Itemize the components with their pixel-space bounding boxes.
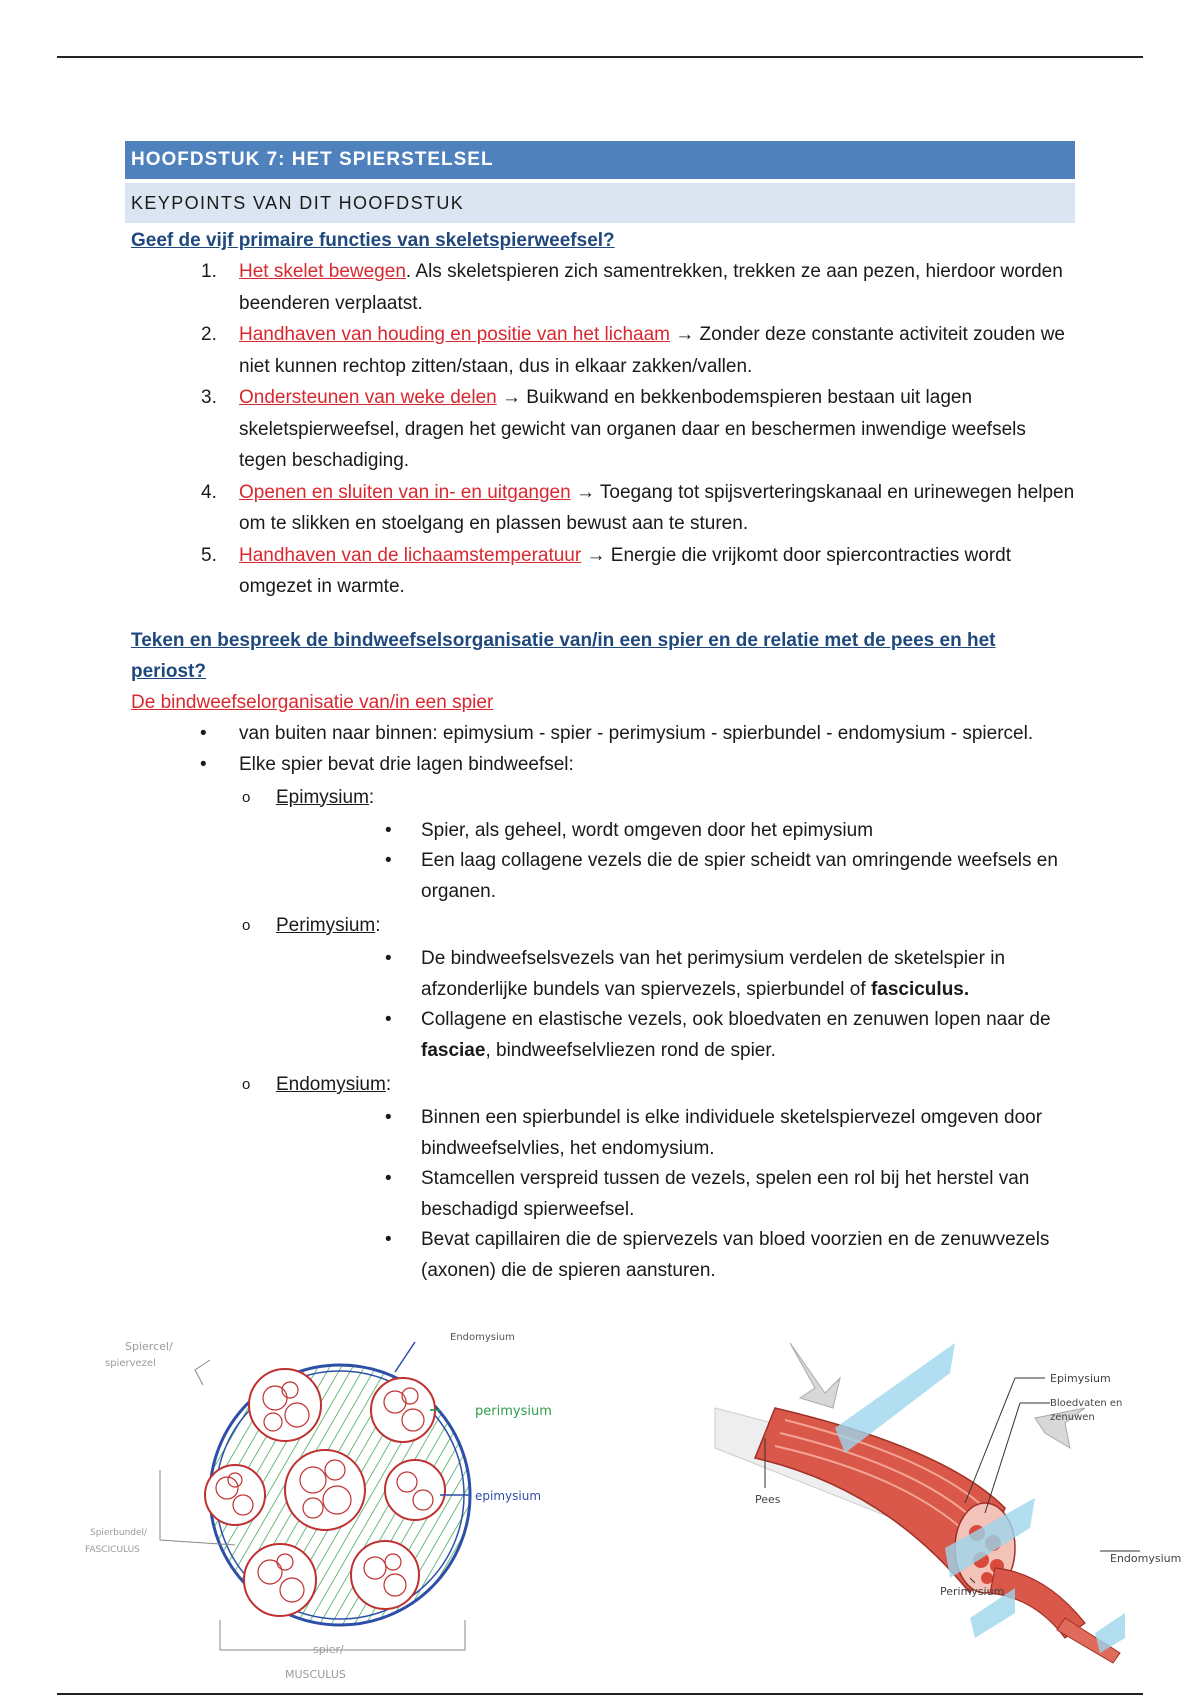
document-body xyxy=(125,141,1075,1289)
list-text: , bindweefselvliezen rond de spier. xyxy=(485,1039,776,1061)
bold-term: fasciculus. xyxy=(870,978,970,1000)
label-spiervezel: spiervezel xyxy=(105,1358,156,1369)
question-1: Geef de vijf primaire functies van skeletspierweefsel? xyxy=(131,230,615,251)
function-item-3 xyxy=(125,382,1075,477)
function-text: → Zonder deze constante activiteit zouden we niet kunnen rechtop zitten/staan, dus in elkaar zakken/vallen. xyxy=(239,324,1065,377)
function-text: → Energie die vrijkomt door spiercontracties wordt omgezet in warmte. xyxy=(239,544,1012,597)
label-spiercel: Spiercel/ xyxy=(125,1340,173,1353)
bullet-item xyxy=(125,718,1075,749)
item-number: 3. xyxy=(201,387,217,408)
layer-term: Perimysium xyxy=(276,915,376,936)
label-endomysium-sketch: Endomysium xyxy=(450,1332,515,1343)
bullet-icon: • xyxy=(385,1168,392,1189)
bullet-icon: • xyxy=(385,948,392,969)
top-rule xyxy=(57,56,1143,58)
label-zenuwen: zenuwen xyxy=(1050,1412,1095,1423)
bullet-icon: • xyxy=(385,1107,392,1128)
bullet-icon: • xyxy=(200,753,207,775)
list-item xyxy=(125,1103,1075,1164)
epimysium-list xyxy=(125,816,1075,908)
list-item xyxy=(125,1225,1075,1286)
perimysium-list xyxy=(125,944,1075,1066)
list-text: Bevat capillairen die de spiervezels van bloed voorzien en de zenuwvezels (axonen) die de spieren aansturen. xyxy=(421,1229,1050,1281)
list-text: De bindweefselsvezels van het perimysium verdelen de sketelspier in afzonderlijke bundels van spiervezels, spierbundel of xyxy=(421,948,1006,1000)
bullet-text: Elke spier bevat drie lagen bindweefsel: xyxy=(239,753,574,775)
label-spierbundel: Spierbundel/ xyxy=(90,1528,148,1538)
circle-bullet-icon: o xyxy=(242,917,251,934)
function-item-4 xyxy=(125,477,1075,540)
bullet-icon: • xyxy=(200,722,207,744)
item-number: 5. xyxy=(201,544,217,566)
chapter-title: HOOFDSTUK 7: HET SPIERSTELSEL xyxy=(125,141,1075,179)
label-perimysium: Perimysium xyxy=(940,1585,1005,1598)
function-item-5 xyxy=(125,540,1075,603)
label-musculus: MUSCULUS xyxy=(285,1668,346,1681)
section-title: KEYPOINTS VAN DIT HOOFDSTUK xyxy=(125,183,1075,223)
list-item xyxy=(125,1164,1075,1225)
question-2: Teken en bespreek de bindweefselsorganisatie van/in een spier en de relatie met de pees en het periost? xyxy=(131,629,996,682)
list-text: Spier, als geheel, wordt omgeven door het epimysium xyxy=(421,819,874,841)
item-number: 2. xyxy=(201,324,217,345)
list-text: Stamcellen verspreid tussen de vezels, spelen een rol bij het herstel van beschadigd spierweefsel. xyxy=(421,1168,1030,1220)
bullet-icon: • xyxy=(385,819,392,841)
list-item xyxy=(125,944,1075,1005)
label-spier: spier/ xyxy=(313,1643,344,1656)
functions-list xyxy=(125,256,1075,603)
layer-term: Epimysium xyxy=(276,786,369,808)
list-item xyxy=(125,816,1075,847)
bottom-rule xyxy=(57,1693,1143,1695)
function-term: Het skelet bewegen xyxy=(239,261,406,282)
item-number: 1. xyxy=(201,261,217,282)
label-fasciculus: FASCICULUS xyxy=(85,1545,140,1555)
layer-epimysium: o Epimysium: xyxy=(125,782,1075,813)
layer-endomysium: o Endomysium: xyxy=(125,1069,1075,1100)
organisation-list xyxy=(125,718,1075,780)
list-text: Collagene en elastische vezels, ook bloedvaten en zenuwen lopen naar de xyxy=(421,1009,1051,1030)
list-item xyxy=(125,846,1075,907)
layer-perimysium: o Perimysium: xyxy=(125,910,1075,941)
function-text: → Buikwand en bekkenbodemspieren bestaan uit lagen skeletspierweefsel, dragen het gewicht van organen daar en beschermen inwendige weefsels tegen beschadiging. xyxy=(239,387,1026,471)
function-term: Handhaven van houding en positie van het lichaam xyxy=(239,324,670,345)
layer-term: Endomysium xyxy=(276,1074,386,1095)
function-item-1 xyxy=(125,256,1075,319)
figures xyxy=(85,1330,1182,1690)
bullet-text: van buiten naar binnen: epimysium - spier - perimysium - spierbundel - endomysium - spiercel. xyxy=(239,722,1034,744)
item-number: 4. xyxy=(201,481,217,503)
bullet-icon: • xyxy=(385,1229,392,1250)
label-bloedvaten: Bloedvaten en xyxy=(1050,1398,1123,1409)
label-pees: Pees xyxy=(755,1493,781,1506)
circle-bullet-icon: o xyxy=(242,1076,251,1093)
circle-bullet-icon: o xyxy=(242,788,251,806)
list-text: Binnen een spierbundel is elke individuele sketelspiervezel omgeven door bindweefselvlies, het endomysium. xyxy=(421,1107,1043,1159)
list-item xyxy=(125,1005,1075,1066)
bullet-item xyxy=(125,749,1075,780)
muscle-anatomy-illustration xyxy=(715,1338,1182,1668)
endomysium-list xyxy=(125,1103,1075,1286)
function-item-2 xyxy=(125,319,1075,382)
bullet-icon: • xyxy=(385,850,392,871)
bold-term: fasciae xyxy=(421,1039,486,1061)
function-term: Handhaven van de lichaamstemperatuur xyxy=(239,544,582,566)
function-term: Ondersteunen van weke delen xyxy=(239,387,497,408)
label-epimysium-sketch: epimysium xyxy=(475,1489,542,1503)
function-text: . Als skeletspieren zich samentrekken, trekken ze aan pezen, hierdoor worden beenderen verplaatst. xyxy=(239,261,1063,314)
label-perimysium-sketch: perimysium xyxy=(475,1404,552,1419)
label-endomysium: Endomysium xyxy=(1110,1552,1182,1565)
function-term: Openen en sluiten van in- en uitgangen xyxy=(239,481,571,503)
muscle-cross-section-sketch xyxy=(85,1330,605,1690)
subheading: De bindweefselorganisatie van/in een spier xyxy=(131,691,494,713)
bullet-icon: • xyxy=(385,1009,392,1030)
function-text: → Toegang tot spijsverteringskanaal en urinewegen helpen om te slikken en stoelgang en plassen bewust aan te sturen. xyxy=(239,481,1075,534)
label-epimysium: Epimysium xyxy=(1050,1372,1111,1385)
list-text: Een laag collagene vezels die de spier scheidt van omringende weefsels en organen. xyxy=(421,850,1058,902)
